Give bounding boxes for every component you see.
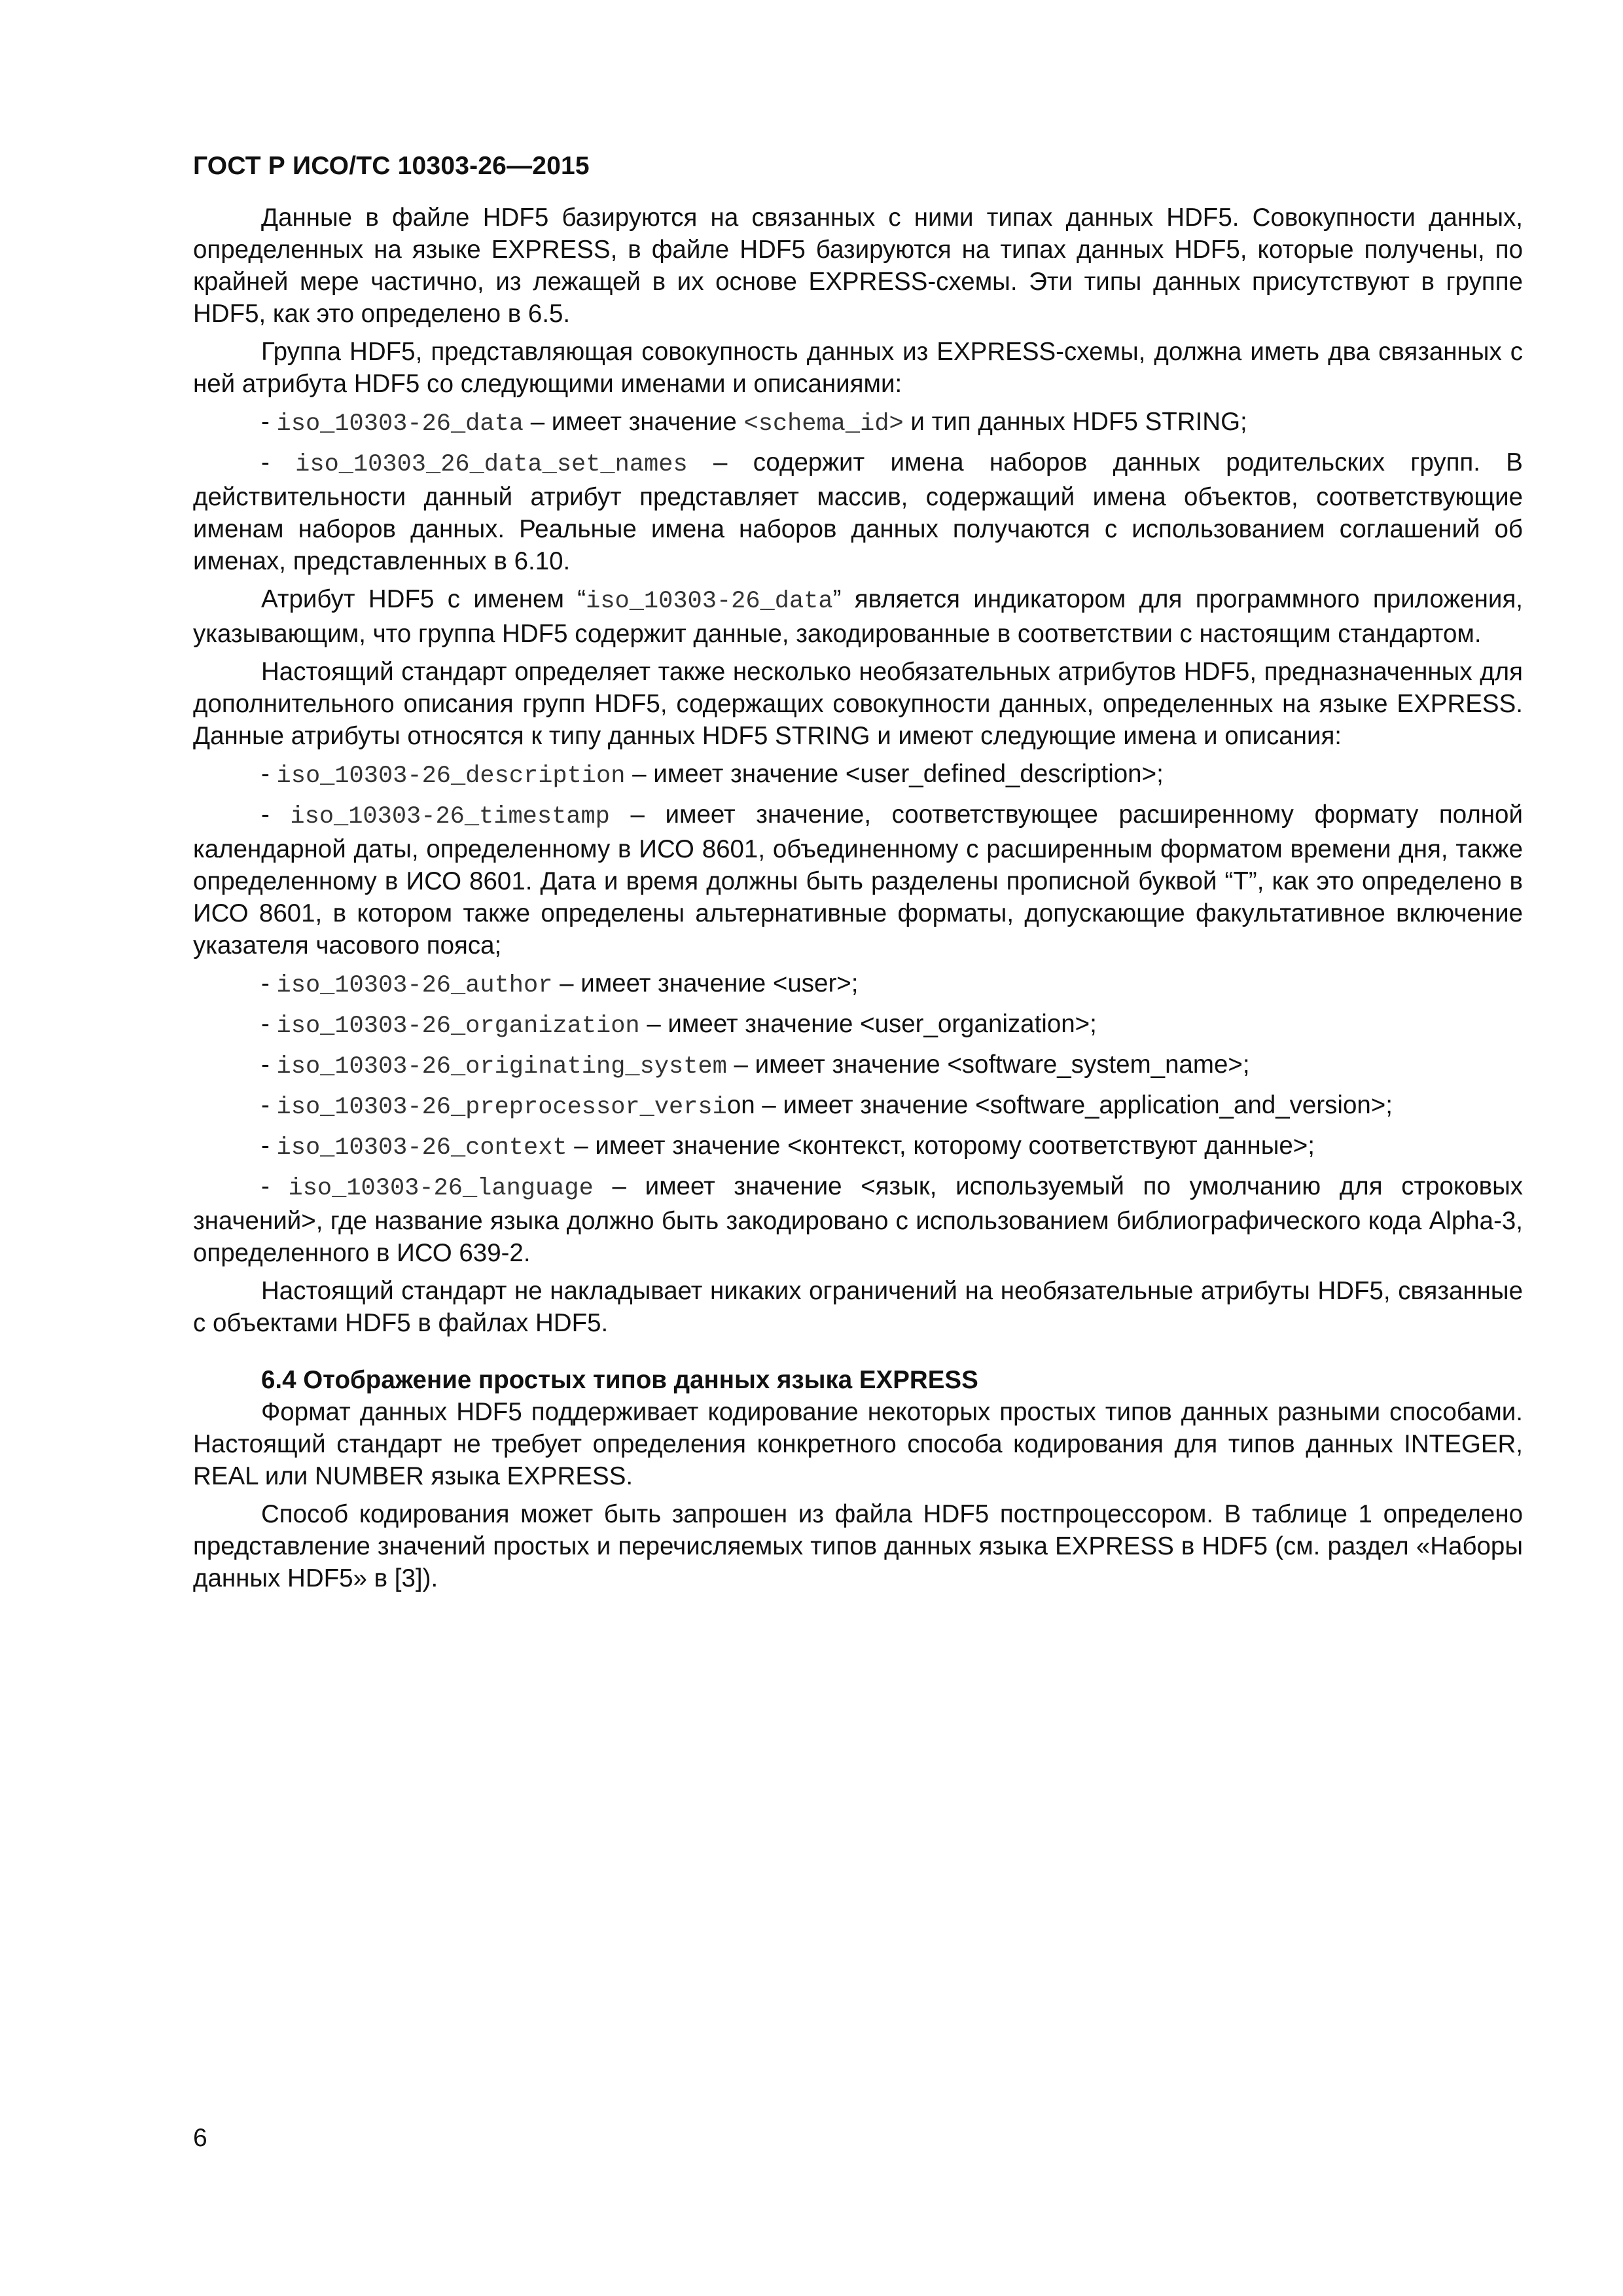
dash: - — [261, 800, 291, 829]
paragraph-text: ” является индикатором для программного приложения, указывающим, что группа HDF5 содержит данные, закодированные в соответствии с настоящим стандартом. — [193, 585, 1523, 648]
paragraph-text: – имеет значение <контекст, которому соответствуют данные>; — [567, 1132, 1315, 1160]
dash: - — [261, 1010, 277, 1038]
paragraph-text: – имеет значение <software_system_name>; — [726, 1050, 1250, 1079]
document-header: ГОСТ Р ИСО/ТС 10303-26—2015 — [193, 152, 590, 180]
paragraph — [193, 336, 1523, 400]
paragraph-text: – имеет значение, соответствующее расширенному формату полной календарной даты, определенному в ИСО 8601, объединенному с расширенным форматом времени дня, также определенному в ИСО 8601. Дата и время должны быть разделены прописной буквой “T”, как это определено в ИСО 8601, в котором также определены альтернативные форматы, допускающие факультативное включение указателя часового пояса; — [193, 800, 1523, 960]
page-number: 6 — [193, 2124, 207, 2152]
paragraph-text: Способ кодирования может быть запрошен из файла HDF5 постпроцессором. В таблице 1 определено представление значений простых и перечисляемых типов данных языка EXPRESS в HDF5 (см. раздел «Наборы данных HDF5» в [3]). — [193, 1500, 1523, 1592]
paragraph-text: – имеет значение <user>; — [552, 969, 859, 997]
paragraph-text: – имеет значение <user_organization>; — [639, 1010, 1097, 1038]
paragraph-text: и тип данных HDF5 STRING; — [903, 408, 1247, 436]
list-item — [193, 758, 1523, 793]
list-item — [193, 406, 1523, 440]
attribute-name: iso_10303-26_context — [276, 1134, 567, 1162]
paragraph-text: – содержит имена наборов данных родительских групп. В действительности данный атрибут представляет массив, содержащий имена объектов, соответствующие именам наборов данных. Реальные имена наборов данных получаются с использованием соглашений об именах, представленных в 6.10. — [193, 448, 1523, 575]
dash: - — [261, 1172, 289, 1200]
dash: - — [261, 448, 296, 476]
paragraph-text: – имеет значение — [524, 408, 744, 436]
document-body — [193, 202, 1523, 1600]
paragraph — [193, 583, 1523, 650]
paragraph — [193, 202, 1523, 330]
dash: - — [261, 1050, 277, 1079]
list-item — [193, 446, 1523, 577]
paragraph-text: Данные в файле HDF5 базируются на связанных с ними типах данных HDF5. Совокупности данных, определенных на языке EXPRESS, в файле HDF5 базируются на типах данных HDF5, которые получены, по крайней мере частично, из лежащей в их основе EXPRESS-схемы. Эти типы данных присутствуют в группе HDF5, как это определено в 6.5. — [193, 204, 1523, 328]
list-item — [193, 798, 1523, 961]
dash: - — [261, 408, 277, 436]
attribute-name: iso_10303-26_preprocessor_versi — [276, 1094, 727, 1121]
dash: - — [261, 969, 277, 997]
paragraph-text: – имеет значение <user_defined_description>; — [625, 760, 1164, 788]
attribute-name: iso_10303-26_data — [586, 588, 833, 615]
list-item — [193, 1089, 1523, 1124]
paragraph-text: on – имеет значение <software_application_and_version>; — [726, 1091, 1393, 1119]
paragraph-text: – имеет значение <язык, используемый по умолчанию для строковых значений>, где название языка должно быть закодировано с использованием библиографического кода Alpha-3, определенного в ИСО 639-2. — [193, 1172, 1523, 1267]
attribute-name: iso_10303-26_description — [276, 762, 626, 790]
paragraph — [193, 1396, 1523, 1492]
dash: - — [261, 1132, 277, 1160]
list-item — [193, 1130, 1523, 1164]
list-item — [193, 1049, 1523, 1083]
paragraph — [193, 656, 1523, 752]
paragraph-text: Формат данных HDF5 поддерживает кодирование некоторых простых типов данных разными способами. Настоящий стандарт не требует определения конкретного способа кодирования для типов данных INTEGER, REAL или NUMBER языка EXPRESS. — [193, 1398, 1523, 1490]
paragraph-text: Настоящий стандарт определяет также несколько необязательных атрибутов HDF5, предназначенных для дополнительного описания групп HDF5, содержащих совокупности данных, определенных на языке EXPRESS. Данные атрибуты относятся к типу данных HDF5 STRING и имеют следующие имена и описания: — [193, 658, 1523, 750]
paragraph-text: Атрибут HDF5 с именем “ — [261, 585, 586, 613]
paragraph — [193, 1498, 1523, 1594]
attribute-name: iso_10303-26_language — [288, 1175, 594, 1202]
list-item — [193, 1170, 1523, 1269]
list-item — [193, 1008, 1523, 1043]
paragraph — [193, 1275, 1523, 1339]
attribute-name: iso_10303-26_author — [276, 972, 553, 999]
list-item — [193, 967, 1523, 1002]
attribute-name: iso_10303-26_originating_system — [276, 1053, 727, 1081]
attribute-name: iso_10303_26_data_set_names — [295, 451, 688, 478]
paragraph-text: Группа HDF5, представляющая совокупность данных из EXPRESS-схемы, должна иметь два связанных с ней атрибута HDF5 со следующими именами и описаниями: — [193, 338, 1523, 398]
attribute-name: iso_10303-26_timestamp — [290, 803, 610, 831]
paragraph-text: Настоящий стандарт не накладывает никаких ограничений на необязательные атрибуты HDF5, связанные с объектами HDF5 в файлах HDF5. — [193, 1277, 1523, 1337]
attribute-name: iso_10303-26_data — [276, 410, 524, 438]
dash: - — [261, 1091, 277, 1119]
section-title: 6.4 Отображение простых типов данных языка EXPRESS — [261, 1366, 978, 1394]
attribute-name: iso_10303-26_organization — [276, 1013, 640, 1040]
attribute-value: <schema_id> — [743, 410, 904, 438]
dash: - — [261, 760, 277, 788]
